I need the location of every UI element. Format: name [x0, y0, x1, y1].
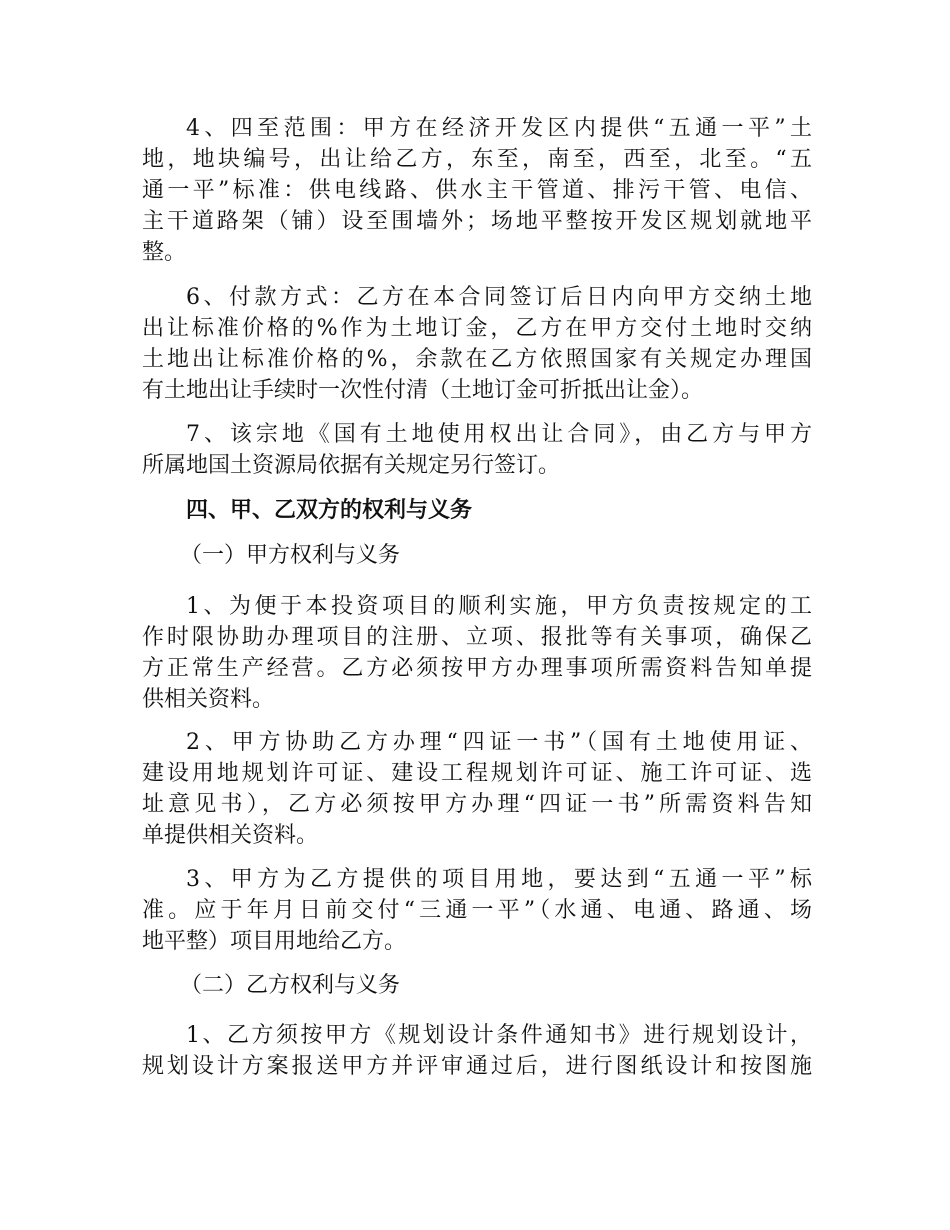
text-line: 1、为便于本投资项目的顺利实施，甲方负责按规定的工	[186, 594, 812, 619]
text-line: 供相关资料。	[142, 687, 275, 712]
text-line: 规划设计方案报送甲方并评审通过后，进行图纸设计和按图施	[142, 1054, 812, 1079]
subheading-party-a	[142, 540, 812, 571]
subheading-text: （二）乙方权利与义务	[180, 973, 401, 998]
paragraph-party-b-one	[142, 1020, 812, 1082]
subheading-text: （一）甲方权利与义务	[180, 543, 401, 568]
text-line: 3、甲方为乙方提供的项目用地，要达到“五通一平”标	[186, 867, 812, 892]
section-heading-four	[142, 495, 812, 526]
text-line: 单提供相关资料。	[142, 823, 319, 848]
text-line: 地平整）项目用地给乙方。	[142, 929, 407, 954]
paragraph-party-a-three	[142, 864, 812, 957]
paragraph-four-boundaries	[142, 113, 812, 268]
text-line: 土地出让标准价格的%，余款在乙方依照国家有关规定办理国	[142, 347, 812, 372]
text-line: 有土地出让手续时一次性付清（土地订金可折抵出让金）。	[142, 378, 704, 403]
text-line: 建设用地规划许可证、建设工程规划许可证、施工许可证、选	[142, 761, 812, 786]
paragraph-seven-contract	[142, 419, 812, 481]
paragraph-party-a-one	[142, 591, 812, 715]
text-line: 所属地国土资源局依据有关规定另行签订。	[142, 453, 561, 478]
text-line: 4、四至范围：甲方在经济开发区内提供“五通一平”土	[186, 116, 812, 141]
text-line: 主干道路架（铺）设至围墙外；场地平整按开发区规划就地平	[142, 209, 812, 234]
text-line: 址意见书），乙方必须按甲方办理“四证一书”所需资料告知	[142, 792, 812, 817]
text-line: 7、该宗地《国有土地使用权出让合同》，由乙方与甲方	[186, 422, 812, 447]
text-line: 2、甲方协助乙方办理“四证一书”（国有土地使用证、	[186, 730, 812, 755]
text-line: 准。应于年月日前交付“三通一平”（水通、电通、路通、场	[142, 898, 812, 923]
paragraph-party-a-two	[142, 727, 812, 851]
text-line: 出让标准价格的%作为土地订金，乙方在甲方交付土地时交纳	[142, 316, 812, 341]
text-line: 1、乙方须按甲方《规划设计条件通知书》进行规划设计，	[186, 1023, 812, 1048]
text-line: 作时限协助办理项目的注册、立项、报批等有关事项，确保乙	[142, 625, 812, 650]
paragraph-six-payment	[142, 282, 812, 406]
text-line: 通一平”标准：供电线路、供水主干管道、排污干管、电信、	[142, 178, 812, 203]
subheading-party-b	[142, 970, 812, 1001]
text-line: 方正常生产经营。乙方必须按甲方办理事项所需资料告知单提	[142, 656, 812, 681]
text-line: 地，地块编号，出让给乙方，东至，南至，西至，北至。“五	[142, 147, 812, 172]
text-line: 6、付款方式：乙方在本合同签订后日内向甲方交纳土地	[186, 285, 812, 310]
text-line: 整。	[142, 240, 187, 265]
heading-text: 四、甲、乙双方的权利与义务	[186, 497, 473, 523]
